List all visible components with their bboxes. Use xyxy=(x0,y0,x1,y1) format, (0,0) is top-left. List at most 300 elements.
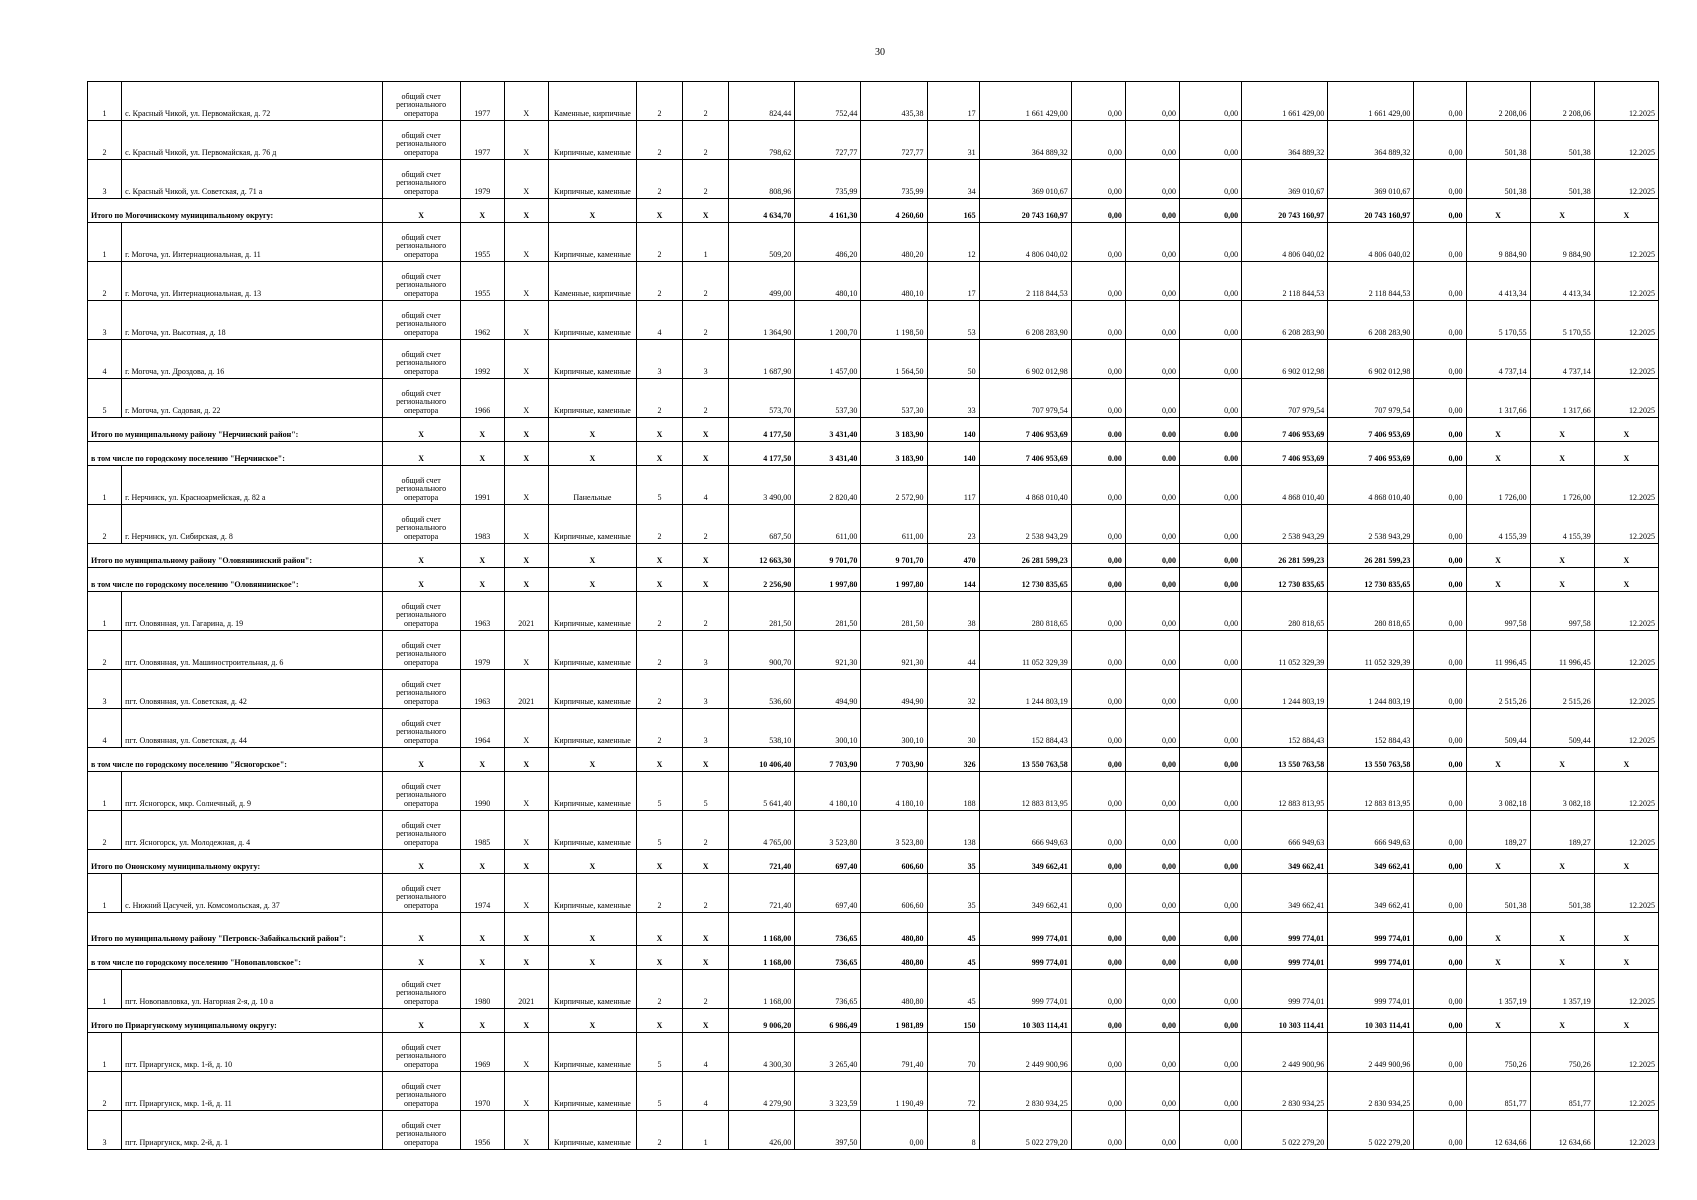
residential-area-cell: 7 703,90 xyxy=(861,748,927,772)
municipal-funds-cell: 0,00 xyxy=(1179,874,1241,913)
owners-funds-cell: 26 281 599,23 xyxy=(1242,544,1328,568)
owners-funds-sum-cell: 1 661 429,00 xyxy=(1328,82,1414,121)
total-cost-cell: 349 662,41 xyxy=(979,874,1071,913)
table-row xyxy=(88,160,1659,199)
subtotal-label: Итого по муниципальному району "Нерчинский район": xyxy=(88,418,383,442)
account-type-cell: X xyxy=(382,199,460,223)
total-cost-cell: 6 208 283,90 xyxy=(979,301,1071,340)
owners-funds-cell: 12 730 835,65 xyxy=(1242,568,1328,592)
year-overhaul-cell: X xyxy=(504,946,548,970)
table-row xyxy=(88,709,1659,748)
total-cost-cell: 999 774,01 xyxy=(979,913,1071,946)
year-built-cell: 1969 xyxy=(460,1033,504,1072)
other-funds-cell: 0,00 xyxy=(1414,631,1466,670)
premises-area-cell: 4 180,10 xyxy=(795,772,861,811)
regional-funds-cell: 0,00 xyxy=(1125,466,1179,505)
account-type-cell: X xyxy=(382,1009,460,1033)
planned-date-cell: X xyxy=(1594,850,1658,874)
federal-funds-cell: 0,00 xyxy=(1071,748,1125,772)
row-number-cell: 1 xyxy=(88,874,122,913)
entrances-cell: 2 xyxy=(683,82,729,121)
total-cost-cell: 4 868 010,40 xyxy=(979,466,1071,505)
municipal-funds-cell: 0,00 xyxy=(1179,379,1241,418)
row-number-cell: 2 xyxy=(88,505,122,544)
wall-material-cell: Кирпичные, каменные xyxy=(548,970,636,1009)
account-type-cell: общий счет регионального оператора xyxy=(382,1111,460,1150)
residential-area-cell: 480,10 xyxy=(861,262,927,301)
total-cost-cell: 20 743 160,97 xyxy=(979,199,1071,223)
municipal-funds-cell: 0,00 xyxy=(1179,262,1241,301)
total-area-cell: 9 006,20 xyxy=(729,1009,795,1033)
entrances-cell: 2 xyxy=(683,160,729,199)
residents-cell: 38 xyxy=(927,592,979,631)
year-overhaul-cell: X xyxy=(504,160,548,199)
entrances-cell: 5 xyxy=(683,772,729,811)
total-area-cell: 721,40 xyxy=(729,850,795,874)
total-area-cell: 1 168,00 xyxy=(729,970,795,1009)
account-type-cell: общий счет регионального оператора xyxy=(382,1033,460,1072)
owners-funds-sum-cell: 12 883 813,95 xyxy=(1328,772,1414,811)
total-cost-cell: 26 281 599,23 xyxy=(979,544,1071,568)
municipal-funds-cell: 0,00 xyxy=(1179,568,1241,592)
owners-funds-cell: 11 052 329,39 xyxy=(1242,631,1328,670)
residential-area-cell: 921,30 xyxy=(861,631,927,670)
wall-material-cell: X xyxy=(548,199,636,223)
unit-cost-cell: 11 996,45 xyxy=(1466,631,1530,670)
owners-funds-sum-cell: 6 902 012,98 xyxy=(1328,340,1414,379)
account-type-cell: общий счет регионального оператора xyxy=(382,505,460,544)
table-row xyxy=(88,379,1659,418)
federal-funds-cell: 0,00 xyxy=(1071,379,1125,418)
municipal-funds-cell: 0,00 xyxy=(1179,199,1241,223)
account-type-cell: общий счет регионального оператора xyxy=(382,340,460,379)
premises-area-cell: 735,99 xyxy=(795,160,861,199)
owners-funds-sum-cell: 349 662,41 xyxy=(1328,874,1414,913)
owners-funds-cell: 7 406 953,69 xyxy=(1242,442,1328,466)
year-built-cell: 1963 xyxy=(460,670,504,709)
total-cost-cell: 6 902 012,98 xyxy=(979,340,1071,379)
unit-cost-cell: 851,77 xyxy=(1466,1072,1530,1111)
row-number-cell: 1 xyxy=(88,772,122,811)
total-cost-cell: 7 406 953,69 xyxy=(979,418,1071,442)
planned-date-cell: 12.2025 xyxy=(1594,592,1658,631)
residents-cell: 53 xyxy=(927,301,979,340)
table-row xyxy=(88,340,1659,379)
account-type-cell: общий счет регионального оператора xyxy=(382,709,460,748)
other-funds-cell: 0,00 xyxy=(1414,1111,1466,1150)
premises-area-cell: 1 997,80 xyxy=(795,568,861,592)
year-overhaul-cell: X xyxy=(504,199,548,223)
year-overhaul-cell: X xyxy=(504,121,548,160)
owners-funds-sum-cell: 5 022 279,20 xyxy=(1328,1111,1414,1150)
municipal-funds-cell: 0,00 xyxy=(1179,301,1241,340)
federal-funds-cell: 0,00 xyxy=(1071,1033,1125,1072)
unit-cost-cell: 1 317,66 xyxy=(1466,379,1530,418)
owners-funds-cell: 349 662,41 xyxy=(1242,850,1328,874)
year-built-cell: X xyxy=(460,199,504,223)
municipal-funds-cell: 0,00 xyxy=(1179,946,1241,970)
owners-funds-cell: 7 406 953,69 xyxy=(1242,418,1328,442)
other-funds-cell: 0,00 xyxy=(1414,262,1466,301)
table-row xyxy=(88,1033,1659,1072)
owners-funds-sum-cell: 364 889,32 xyxy=(1328,121,1414,160)
housing-repair-table xyxy=(87,81,1659,1150)
wall-material-cell: X xyxy=(548,1009,636,1033)
row-number-cell: 1 xyxy=(88,970,122,1009)
wall-material-cell: Каменные, кирпичные xyxy=(548,82,636,121)
residential-area-cell: 606,60 xyxy=(861,850,927,874)
residential-area-cell: 1 190,49 xyxy=(861,1072,927,1111)
year-overhaul-cell: X xyxy=(504,301,548,340)
federal-funds-cell: 0,00 xyxy=(1071,631,1125,670)
unit-cost-limit-cell: X xyxy=(1530,568,1594,592)
owners-funds-cell: 1 244 803,19 xyxy=(1242,670,1328,709)
regional-funds-cell: 0,00 xyxy=(1125,811,1179,850)
planned-date-cell: 12.2025 xyxy=(1594,670,1658,709)
other-funds-cell: 0,00 xyxy=(1414,466,1466,505)
owners-funds-sum-cell: 1 244 803,19 xyxy=(1328,670,1414,709)
unit-cost-limit-cell: X xyxy=(1530,418,1594,442)
residents-cell: 117 xyxy=(927,466,979,505)
row-number-cell: 1 xyxy=(88,466,122,505)
planned-date-cell: X xyxy=(1594,946,1658,970)
table-row xyxy=(88,301,1659,340)
year-overhaul-cell: 2021 xyxy=(504,970,548,1009)
other-funds-cell: 0,00 xyxy=(1414,121,1466,160)
municipal-funds-cell: 0,00 xyxy=(1179,223,1241,262)
year-overhaul-cell: X xyxy=(504,1009,548,1033)
unit-cost-cell: X xyxy=(1466,544,1530,568)
total-area-cell: 538,10 xyxy=(729,709,795,748)
premises-area-cell: 697,40 xyxy=(795,874,861,913)
wall-material-cell: X xyxy=(548,568,636,592)
other-funds-cell: 0,00 xyxy=(1414,670,1466,709)
owners-funds-cell: 4 806 040,02 xyxy=(1242,223,1328,262)
total-cost-cell: 2 449 900,96 xyxy=(979,1033,1071,1072)
total-area-cell: 426,00 xyxy=(729,1111,795,1150)
row-number-cell: 1 xyxy=(88,82,122,121)
address-cell: г. Могоча, ул. Высотная, д. 18 xyxy=(122,301,382,340)
floors-cell: 2 xyxy=(637,874,683,913)
floors-cell: 2 xyxy=(637,121,683,160)
municipal-funds-cell: 0,00 xyxy=(1179,160,1241,199)
account-type-cell: общий счет регионального оператора xyxy=(382,379,460,418)
planned-date-cell: X xyxy=(1594,544,1658,568)
regional-funds-cell: 0,00 xyxy=(1125,1009,1179,1033)
wall-material-cell: Кирпичные, каменные xyxy=(548,670,636,709)
unit-cost-limit-cell: 4 737,14 xyxy=(1530,340,1594,379)
entrances-cell: 2 xyxy=(683,262,729,301)
entrances-cell: X xyxy=(683,748,729,772)
total-area-cell: 4 765,00 xyxy=(729,811,795,850)
address-cell: с. Красный Чикой, ул. Первомайская, д. 76 д xyxy=(122,121,382,160)
other-funds-cell: 0,00 xyxy=(1414,160,1466,199)
wall-material-cell: Кирпичные, каменные xyxy=(548,121,636,160)
residents-cell: 326 xyxy=(927,748,979,772)
total-cost-cell: 7 406 953,69 xyxy=(979,442,1071,466)
unit-cost-limit-cell: 1 317,66 xyxy=(1530,379,1594,418)
table-row xyxy=(88,82,1659,121)
unit-cost-cell: 501,38 xyxy=(1466,121,1530,160)
address-cell: пгт. Ясногорск, мкр. Солнечный, д. 9 xyxy=(122,772,382,811)
federal-funds-cell: 0,00 xyxy=(1071,946,1125,970)
year-overhaul-cell: X xyxy=(504,262,548,301)
entrances-cell: 2 xyxy=(683,301,729,340)
wall-material-cell: X xyxy=(548,913,636,946)
unit-cost-cell: 750,26 xyxy=(1466,1033,1530,1072)
year-overhaul-cell: X xyxy=(504,748,548,772)
owners-funds-cell: 13 550 763,58 xyxy=(1242,748,1328,772)
floors-cell: 2 xyxy=(637,1111,683,1150)
planned-date-cell: 12.2025 xyxy=(1594,505,1658,544)
residential-area-cell: 611,00 xyxy=(861,505,927,544)
federal-funds-cell: 0,00 xyxy=(1071,913,1125,946)
total-cost-cell: 10 303 114,41 xyxy=(979,1009,1071,1033)
unit-cost-cell: X xyxy=(1466,1009,1530,1033)
entrances-cell: X xyxy=(683,1009,729,1033)
table-row xyxy=(88,811,1659,850)
account-type-cell: X xyxy=(382,748,460,772)
other-funds-cell: 0,00 xyxy=(1414,568,1466,592)
account-type-cell: общий счет регионального оператора xyxy=(382,670,460,709)
regional-funds-cell: 0,00 xyxy=(1125,946,1179,970)
federal-funds-cell: 0,00 xyxy=(1071,160,1125,199)
unit-cost-limit-cell: 501,38 xyxy=(1530,874,1594,913)
residents-cell: 140 xyxy=(927,442,979,466)
year-built-cell: 1955 xyxy=(460,262,504,301)
year-overhaul-cell: X xyxy=(504,418,548,442)
address-cell: с. Нижний Цасучей, ул. Комсомольская, д. 37 xyxy=(122,874,382,913)
table-row xyxy=(88,1111,1659,1150)
planned-date-cell: X xyxy=(1594,748,1658,772)
total-cost-cell: 4 806 040,02 xyxy=(979,223,1071,262)
regional-funds-cell: 0,00 xyxy=(1125,874,1179,913)
unit-cost-limit-cell: X xyxy=(1530,544,1594,568)
residential-area-cell: 9 701,70 xyxy=(861,544,927,568)
owners-funds-cell: 349 662,41 xyxy=(1242,874,1328,913)
residential-area-cell: 494,90 xyxy=(861,670,927,709)
premises-area-cell: 7 703,90 xyxy=(795,748,861,772)
residential-area-cell: 606,60 xyxy=(861,874,927,913)
floors-cell: 2 xyxy=(637,262,683,301)
subtotal-row xyxy=(88,748,1659,772)
residential-area-cell: 4 260,60 xyxy=(861,199,927,223)
residents-cell: 44 xyxy=(927,631,979,670)
address-cell: пгт. Новопавловка, ул. Нагорная 2-я, д. 10 а xyxy=(122,970,382,1009)
unit-cost-limit-cell: 750,26 xyxy=(1530,1033,1594,1072)
entrances-cell: X xyxy=(683,913,729,946)
unit-cost-limit-cell: 5 170,55 xyxy=(1530,301,1594,340)
owners-funds-cell: 280 818,65 xyxy=(1242,592,1328,631)
planned-date-cell: X xyxy=(1594,418,1658,442)
account-type-cell: X xyxy=(382,418,460,442)
residential-area-cell: 480,80 xyxy=(861,970,927,1009)
premises-area-cell: 9 701,70 xyxy=(795,544,861,568)
premises-area-cell: 736,65 xyxy=(795,970,861,1009)
planned-date-cell: 12.2025 xyxy=(1594,160,1658,199)
municipal-funds-cell: 0,00 xyxy=(1179,466,1241,505)
total-area-cell: 824,44 xyxy=(729,82,795,121)
owners-funds-cell: 2 449 900,96 xyxy=(1242,1033,1328,1072)
residents-cell: 31 xyxy=(927,121,979,160)
entrances-cell: 2 xyxy=(683,592,729,631)
total-area-cell: 1 687,90 xyxy=(729,340,795,379)
entrances-cell: 4 xyxy=(683,1072,729,1111)
owners-funds-cell: 2 538 943,29 xyxy=(1242,505,1328,544)
regional-funds-cell: 0,00 xyxy=(1125,1111,1179,1150)
planned-date-cell: 12.2025 xyxy=(1594,82,1658,121)
floors-cell: 2 xyxy=(637,160,683,199)
owners-funds-sum-cell: 666 949,63 xyxy=(1328,811,1414,850)
federal-funds-cell: 0.00 xyxy=(1071,442,1125,466)
total-area-cell: 3 490,00 xyxy=(729,466,795,505)
owners-funds-sum-cell: 152 884,43 xyxy=(1328,709,1414,748)
subtotal-label: в том числе по городскому поселению "Нерчинское": xyxy=(88,442,383,466)
planned-date-cell: 12.2025 xyxy=(1594,631,1658,670)
total-area-cell: 2 256,90 xyxy=(729,568,795,592)
year-built-cell: X xyxy=(460,1009,504,1033)
residents-cell: 45 xyxy=(927,913,979,946)
floors-cell: X xyxy=(637,850,683,874)
residents-cell: 140 xyxy=(927,418,979,442)
unit-cost-cell: X xyxy=(1466,850,1530,874)
account-type-cell: общий счет регионального оператора xyxy=(382,82,460,121)
entrances-cell: X xyxy=(683,850,729,874)
unit-cost-cell: 997,58 xyxy=(1466,592,1530,631)
year-overhaul-cell: X xyxy=(504,913,548,946)
row-number-cell: 2 xyxy=(88,1072,122,1111)
floors-cell: 2 xyxy=(637,505,683,544)
year-built-cell: 1962 xyxy=(460,301,504,340)
year-overhaul-cell: X xyxy=(504,772,548,811)
year-overhaul-cell: X xyxy=(504,544,548,568)
other-funds-cell: 0,00 xyxy=(1414,748,1466,772)
unit-cost-limit-cell: 11 996,45 xyxy=(1530,631,1594,670)
year-overhaul-cell: X xyxy=(504,82,548,121)
municipal-funds-cell: 0,00 xyxy=(1179,1033,1241,1072)
other-funds-cell: 0,00 xyxy=(1414,505,1466,544)
owners-funds-sum-cell: 11 052 329,39 xyxy=(1328,631,1414,670)
year-overhaul-cell: X xyxy=(504,505,548,544)
owners-funds-cell: 707 979,54 xyxy=(1242,379,1328,418)
total-area-cell: 4 300,30 xyxy=(729,1033,795,1072)
address-cell: пгт. Приаргунск, мкр. 2-й, д. 1 xyxy=(122,1111,382,1150)
unit-cost-limit-cell: 501,38 xyxy=(1530,160,1594,199)
account-type-cell: общий счет регионального оператора xyxy=(382,301,460,340)
year-built-cell: 1966 xyxy=(460,379,504,418)
unit-cost-cell: 12 634,66 xyxy=(1466,1111,1530,1150)
subtotal-label: Итого по Ононскому муниципальному округу: xyxy=(88,850,383,874)
address-cell: г. Нерчинск, ул. Сибирская, д. 8 xyxy=(122,505,382,544)
municipal-funds-cell: 0,00 xyxy=(1179,592,1241,631)
year-overhaul-cell: X xyxy=(504,379,548,418)
owners-funds-sum-cell: 369 010,67 xyxy=(1328,160,1414,199)
planned-date-cell: 12.2025 xyxy=(1594,121,1658,160)
residents-cell: 50 xyxy=(927,340,979,379)
other-funds-cell: 0,00 xyxy=(1414,874,1466,913)
regional-funds-cell: 0,00 xyxy=(1125,970,1179,1009)
residents-cell: 33 xyxy=(927,379,979,418)
year-overhaul-cell: X xyxy=(504,709,548,748)
unit-cost-cell: 9 884,90 xyxy=(1466,223,1530,262)
other-funds-cell: 0,00 xyxy=(1414,772,1466,811)
entrances-cell: 2 xyxy=(683,811,729,850)
residents-cell: 17 xyxy=(927,82,979,121)
unit-cost-cell: 501,38 xyxy=(1466,874,1530,913)
table-row xyxy=(88,466,1659,505)
planned-date-cell: 12.2025 xyxy=(1594,874,1658,913)
regional-funds-cell: 0,00 xyxy=(1125,223,1179,262)
regional-funds-cell: 0,00 xyxy=(1125,748,1179,772)
total-area-cell: 900,70 xyxy=(729,631,795,670)
total-area-cell: 808,96 xyxy=(729,160,795,199)
total-cost-cell: 2 118 844,53 xyxy=(979,262,1071,301)
year-overhaul-cell: X xyxy=(504,223,548,262)
premises-area-cell: 537,30 xyxy=(795,379,861,418)
residents-cell: 138 xyxy=(927,811,979,850)
residents-cell: 188 xyxy=(927,772,979,811)
wall-material-cell: X xyxy=(548,748,636,772)
entrances-cell: 3 xyxy=(683,340,729,379)
federal-funds-cell: 0,00 xyxy=(1071,121,1125,160)
total-area-cell: 687,50 xyxy=(729,505,795,544)
year-overhaul-cell: X xyxy=(504,568,548,592)
federal-funds-cell: 0,00 xyxy=(1071,772,1125,811)
row-number-cell: 5 xyxy=(88,379,122,418)
entrances-cell: X xyxy=(683,199,729,223)
address-cell: пгт. Оловянная, ул. Машиностроительная, д. 6 xyxy=(122,631,382,670)
unit-cost-cell: 4 413,34 xyxy=(1466,262,1530,301)
wall-material-cell: Кирпичные, каменные xyxy=(548,340,636,379)
total-cost-cell: 2 830 934,25 xyxy=(979,1072,1071,1111)
floors-cell: X xyxy=(637,748,683,772)
regional-funds-cell: 0,00 xyxy=(1125,772,1179,811)
row-number-cell: 4 xyxy=(88,709,122,748)
municipal-funds-cell: 0,00 xyxy=(1179,82,1241,121)
total-area-cell: 536,60 xyxy=(729,670,795,709)
regional-funds-cell: 0,00 xyxy=(1125,199,1179,223)
other-funds-cell: 0,00 xyxy=(1414,1033,1466,1072)
planned-date-cell: 12.2025 xyxy=(1594,340,1658,379)
entrances-cell: 3 xyxy=(683,631,729,670)
year-built-cell: X xyxy=(460,748,504,772)
regional-funds-cell: 0,00 xyxy=(1125,631,1179,670)
account-type-cell: общий счет регионального оператора xyxy=(382,592,460,631)
planned-date-cell: X xyxy=(1594,199,1658,223)
unit-cost-cell: X xyxy=(1466,442,1530,466)
total-cost-cell: 364 889,32 xyxy=(979,121,1071,160)
wall-material-cell: Каменные, кирпичные xyxy=(548,262,636,301)
address-cell: пгт. Приаргунск, мкр. 1-й, д. 11 xyxy=(122,1072,382,1111)
residents-cell: 17 xyxy=(927,262,979,301)
federal-funds-cell: 0,00 xyxy=(1071,1009,1125,1033)
wall-material-cell: Кирпичные, каменные xyxy=(548,160,636,199)
subtotal-label: Итого по муниципальному району "Петровск-Забайкальский район": xyxy=(88,913,383,946)
residential-area-cell: 480,80 xyxy=(861,946,927,970)
table-row xyxy=(88,670,1659,709)
premises-area-cell: 4 161,30 xyxy=(795,199,861,223)
unit-cost-limit-cell: X xyxy=(1530,850,1594,874)
entrances-cell: 1 xyxy=(683,1111,729,1150)
owners-funds-sum-cell: 4 806 040,02 xyxy=(1328,223,1414,262)
table-row xyxy=(88,1072,1659,1111)
premises-area-cell: 397,50 xyxy=(795,1111,861,1150)
total-area-cell: 1 364,90 xyxy=(729,301,795,340)
other-funds-cell: 0,00 xyxy=(1414,199,1466,223)
owners-funds-sum-cell: 13 550 763,58 xyxy=(1328,748,1414,772)
total-area-cell: 10 406,40 xyxy=(729,748,795,772)
floors-cell: 5 xyxy=(637,811,683,850)
